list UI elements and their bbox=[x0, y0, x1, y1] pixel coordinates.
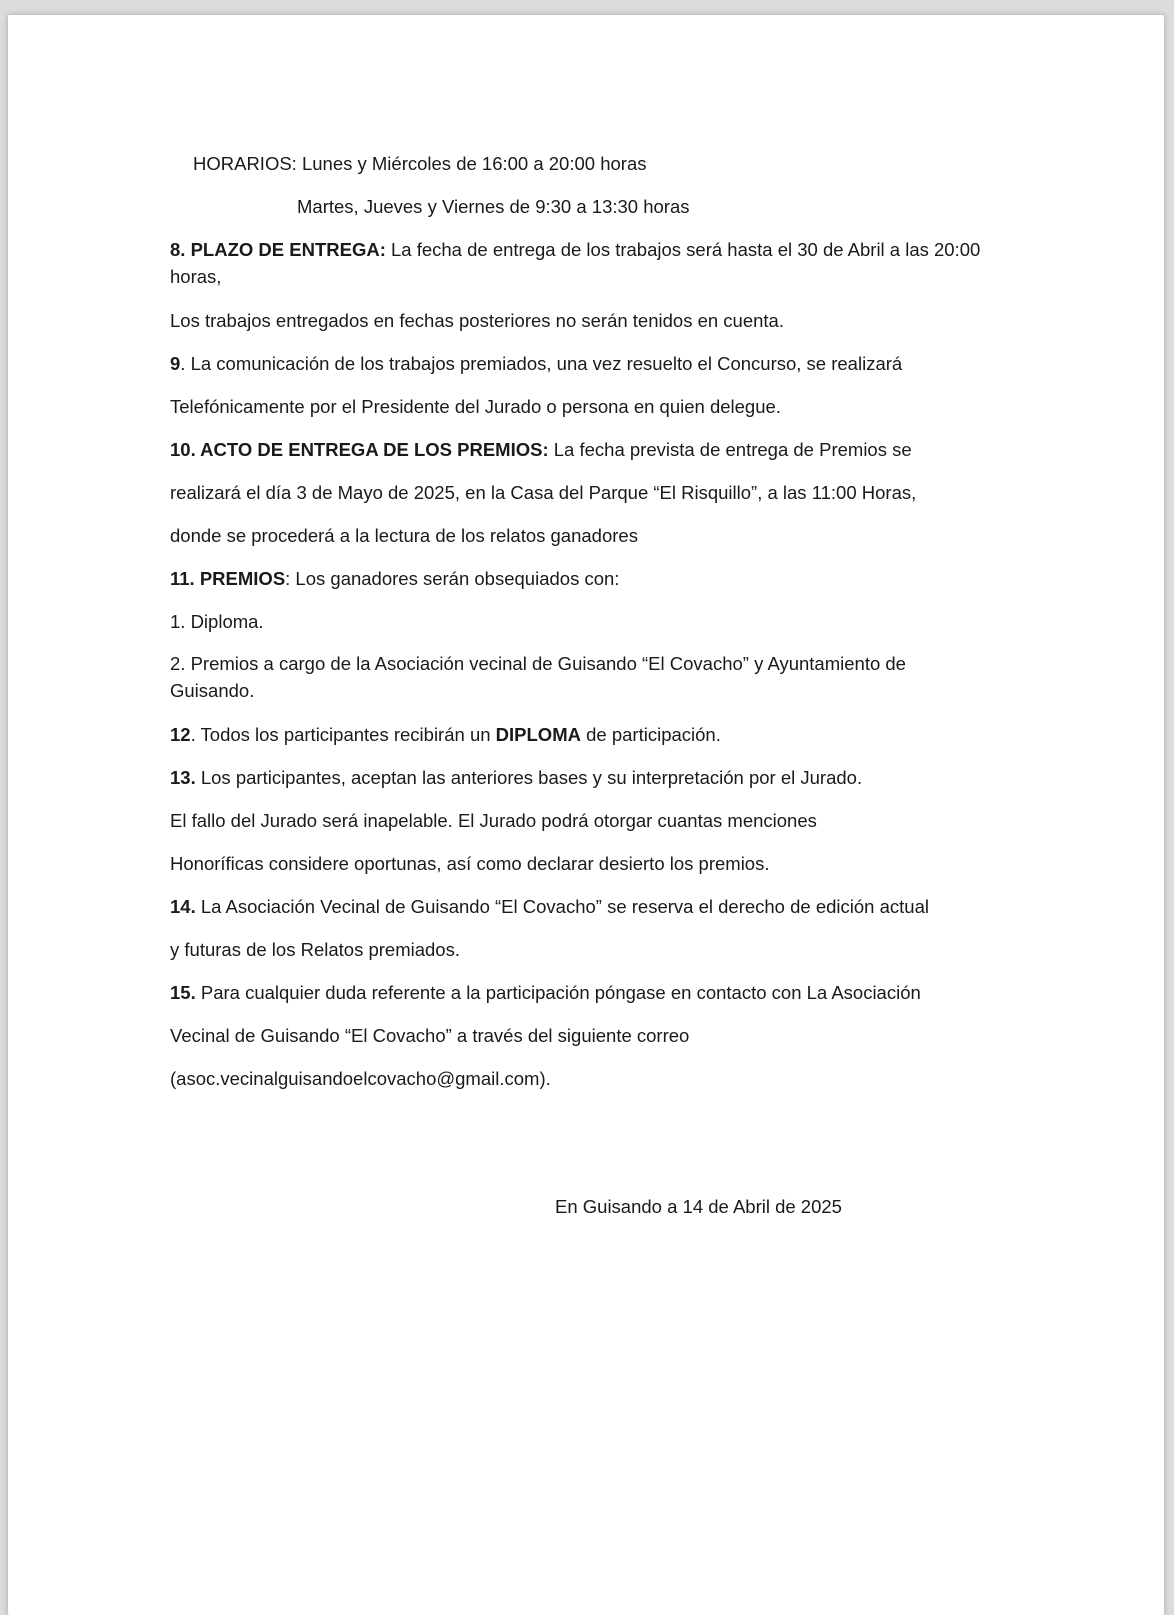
clause-12-number: 12 bbox=[170, 724, 191, 745]
clause-8-text: La fecha de entrega de los trabajos será hasta el 30 de Abril a las 20:00 bbox=[385, 239, 981, 260]
prize-item-2-continuation: Guisando. bbox=[170, 680, 255, 701]
clause-8-heading: 8. PLAZO DE ENTREGA: bbox=[170, 239, 386, 260]
clause-11-text: : Los ganadores serán obsequiados con: bbox=[285, 568, 620, 589]
prize-item-2: 2. Premios a cargo de la Asociación vecinal de Guisando “El Covacho” y Ayuntamiento de bbox=[170, 653, 906, 674]
clause-14-text: La Asociación Vecinal de Guisando “El Covacho” se reserva el derecho de edición actual bbox=[195, 896, 929, 917]
clause-15-continuation: Vecinal de Guisando “El Covacho” a través del siguiente correo bbox=[170, 1025, 690, 1046]
horarios-line-2: Martes, Jueves y Viernes de 9:30 a 13:30 horas bbox=[297, 196, 690, 217]
clause-8-continuation: horas, bbox=[170, 266, 222, 287]
document-page bbox=[8, 15, 1164, 1615]
prize-item-1: 1. Diploma. bbox=[170, 611, 264, 632]
clause-13-number: 13. bbox=[170, 767, 196, 788]
clause-14-continuation: y futuras de los Relatos premiados. bbox=[170, 939, 460, 960]
signature-date: En Guisando a 14 de Abril de 2025 bbox=[555, 1196, 842, 1217]
clause-8-note: Los trabajos entregados en fechas posteriores no serán tenidos en cuenta. bbox=[170, 310, 784, 331]
contact-email: (asoc.vecinalguisandoelcovacho@gmail.com). bbox=[170, 1068, 551, 1089]
clause-13-text: Los participantes, aceptan las anteriores bases y su interpretación por el Jurado. bbox=[195, 767, 863, 788]
clause-12 bbox=[170, 724, 721, 746]
clause-12-text-a: . Todos los participantes recibirán un bbox=[190, 724, 496, 745]
clause-12-diploma: DIPLOMA bbox=[495, 724, 581, 745]
clause-10-text: La fecha prevista de entrega de Premios se bbox=[548, 439, 912, 460]
clause-15 bbox=[170, 982, 921, 1004]
clause-9-continuation: Telefónicamente por el Presidente del Jurado o persona en quien delegue. bbox=[170, 396, 781, 417]
clause-15-number: 15. bbox=[170, 982, 196, 1003]
clause-13 bbox=[170, 767, 862, 789]
clause-9-number: 9 bbox=[170, 353, 181, 374]
clause-14 bbox=[170, 896, 929, 918]
clause-10 bbox=[170, 439, 912, 461]
clause-12-text-b: de participación. bbox=[580, 724, 721, 745]
clause-13-continuation-1: El fallo del Jurado será inapelable. El Jurado podrá otorgar cuantas menciones bbox=[170, 810, 817, 831]
clause-15-text: Para cualquier duda referente a la participación póngase en contacto con La Asociación bbox=[195, 982, 921, 1003]
clause-10-heading: 10. ACTO DE ENTREGA DE LOS PREMIOS: bbox=[170, 439, 549, 460]
horarios-line-1: HORARIOS: Lunes y Miércoles de 16:00 a 20:00 horas bbox=[193, 153, 647, 174]
clause-10-continuation-2: donde se procederá a la lectura de los relatos ganadores bbox=[170, 525, 638, 546]
clause-9-text: . La comunicación de los trabajos premiados, una vez resuelto el Concurso, se realizará bbox=[180, 353, 903, 374]
clause-9 bbox=[170, 353, 902, 375]
clause-13-continuation-2: Honoríficas considere oportunas, así como declarar desierto los premios. bbox=[170, 853, 770, 874]
clause-11-heading: 11. PREMIOS bbox=[170, 568, 286, 589]
clause-8 bbox=[170, 239, 980, 261]
clause-11 bbox=[170, 568, 619, 590]
clause-14-number: 14. bbox=[170, 896, 196, 917]
clause-10-continuation-1: realizará el día 3 de Mayo de 2025, en la Casa del Parque “El Risquillo”, a las 11:00 Horas, bbox=[170, 482, 917, 503]
